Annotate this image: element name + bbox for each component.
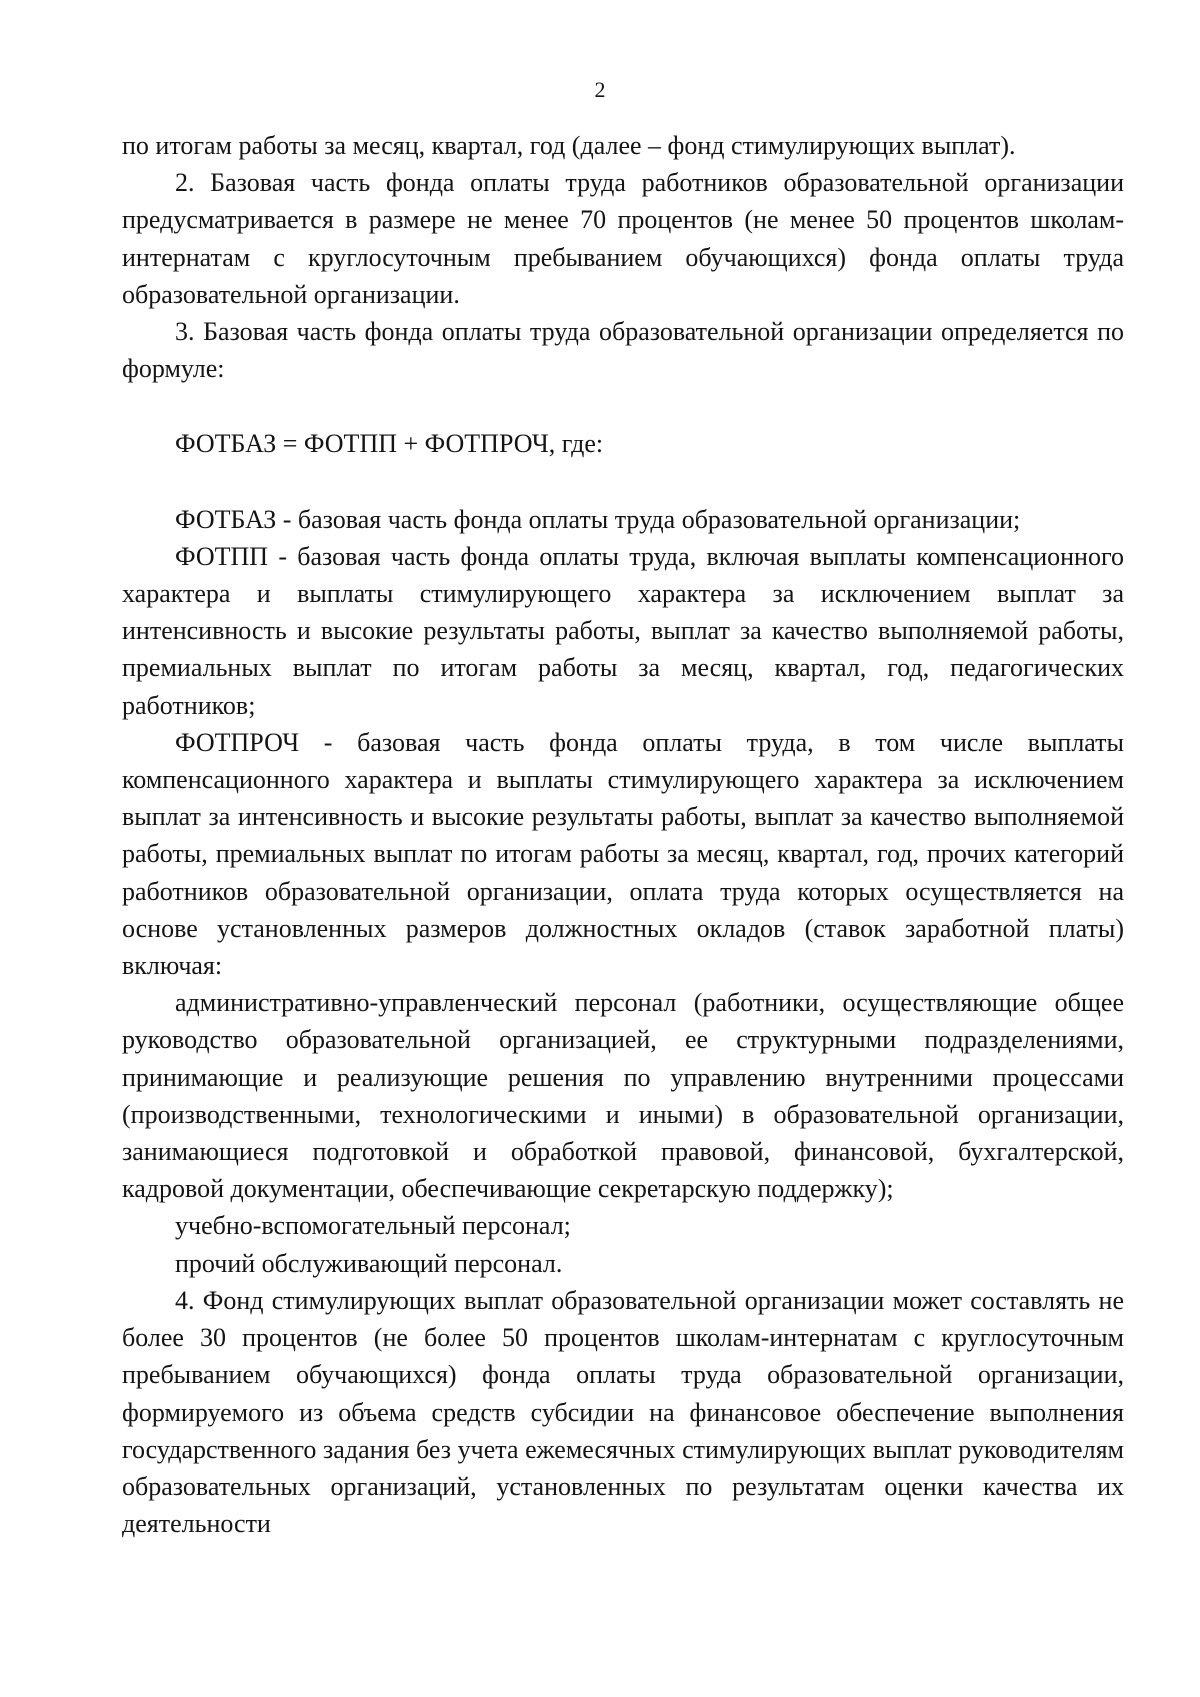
definition-fotbaz: ФОТБАЗ - базовая часть фонда оплаты труда образовательной организации; [175, 504, 1021, 534]
page-number: 2 [594, 77, 606, 102]
list-item-support-staff: учебно-вспомогательный персонал; [175, 1211, 571, 1241]
document-body [122, 127, 1124, 1542]
paragraph-continuation: по итогам работы за месяц, квартал, год (далее – фонд стимулирующих выплат). [122, 131, 1016, 160]
paragraph-item-4: 4. Фонд стимулирующих выплат образовательной организации может составлять не более 30 процентов (не более 50 процентов школам-интернатам с круглосуточным пребыванием обучающихся) фонда оплаты труда образовательной организации, формируемого из объема средств субсидии на финансовое обеспечение выполнения государственного задания без учета ежемесячных стимулирующих выплат руководителям образовательных организаций, установленных по результатам оценки качества их деятельности [122, 1285, 1124, 1539]
list-item-administrative-staff: административно-управленческий персонал (работники, осуществляющие общее руководство образовательной организацией, ее структурными подразделениями, принимающие и реализующие решения по управлению внутренними процессами (производственными, технологическими и иными) в образовательной организации, занимающиеся подготовкой и обработкой правовой, финансовой, бухгалтерской, кадровой документации, обеспечивающие секретарскую поддержку); [122, 988, 1124, 1204]
definition-fotpp: ФОТПП - базовая часть фонда оплаты труда, включая выплаты компенсационного характера и выплаты стимулирующего характера за исключением выплат за интенсивность и высокие результаты работы, выплат за качество выполняемой работы, премиальных выплат по итогам работы за месяц, квартал, год, педагогических работников; [122, 541, 1124, 720]
list-item-service-staff: прочий обслуживающий персонал. [175, 1248, 563, 1278]
paragraph-item-2: 2. Базовая часть фонда оплаты труда работников образовательной организации предусматривается в размере не менее 70 процентов (не менее 50 процентов школам-интернатам с круглосуточным пребыванием обучающихся) фонда оплаты труда образовательной организации. [122, 168, 1124, 309]
formula: ФОТБАЗ = ФОТПП + ФОТПРОЧ, где: [175, 429, 604, 459]
paragraph-item-3: 3. Базовая часть фонда оплаты труда образовательной организации определяется по формуле: [122, 317, 1124, 384]
definition-fotproch: ФОТПРОЧ - базовая часть фонда оплаты труда, в том числе выплаты компенсационного характера и выплаты стимулирующего характера за исключением выплат за интенсивность и высокие результаты работы, выплат за качество выполняемой работы, премиальных выплат по итогам работы за месяц, квартал, год, прочих категорий работников образовательной организации, оплата труда которых осуществляется на основе установленных размеров должностных окладов (ставок заработной платы) включая: [122, 727, 1124, 981]
